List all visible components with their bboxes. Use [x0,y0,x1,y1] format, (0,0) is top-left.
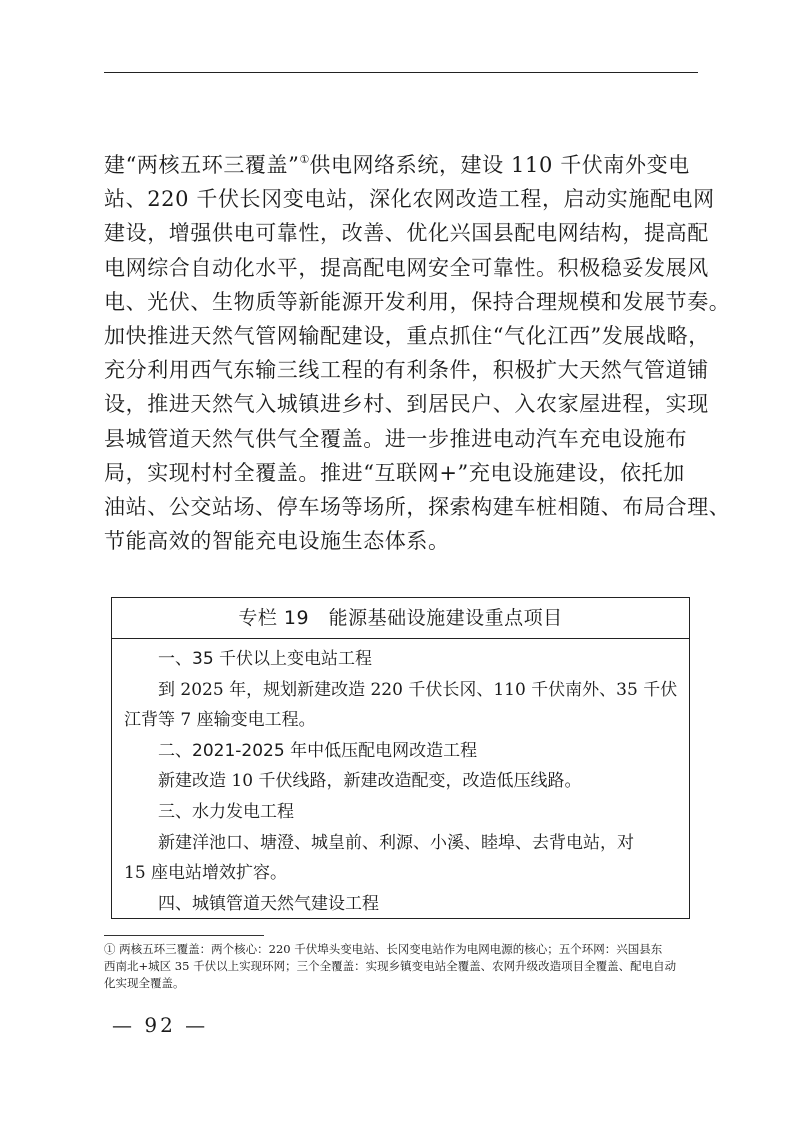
section-text: 江背等 7 座输变电工程。 [124,710,316,731]
footnote-line: ① 两核五环三覆盖：两个核心：220 千伏埠头变电站、长冈变电站作为电网电源的核心；五个环网：兴国县东 [104,942,663,956]
footnote [104,941,704,992]
section-text: 新建改造 10 千伏线路，新建改造配变，改造低压线路。 [158,771,582,792]
section-text: 15 座电站增效扩容。 [124,863,288,884]
project-column-box [111,597,690,919]
footnote-marker[interactable]: ① [299,153,310,166]
body-paragraph [104,143,731,558]
body-line: 县城管道天然气供气全覆盖。进一步推进电动汽车充电设施布 [104,426,688,451]
section-heading: 一、35 千伏以上变电站工程 [158,649,373,669]
body-line-text: 供电网络系统，建设 110 千伏南外变电 [309,153,690,177]
body-line: 局，实现村村全覆盖。推进“互联网+”充电设施建设，依托加 [104,460,685,485]
body-line: 电网综合自动化水平，提高配电网安全可靠性。积极稳妥发展风 [104,255,709,280]
section-heading: 四、城镇管道天然气建设工程 [158,893,379,914]
body-line: 站、220 千伏长冈变电站，深化农网改造工程，启动实施配电网 [104,187,715,212]
section-heading: 二、2021-2025 年中低压配电网改造工程 [158,740,478,761]
body-line-text: 建“两核五环三覆盖” [104,153,300,177]
box-body [112,639,689,919]
body-line: 加快推进天然气管网输配建设，重点抓住“气化江西”发展战略， [104,324,710,349]
section-text: 到 2025 年，规划新建改造 220 千伏长冈、110 千伏南外、35 千伏 [158,679,678,700]
box-title: 专栏 19 能源基础设施建设重点项目 [112,598,689,639]
header-rule [104,72,698,73]
footnote-line: 西南北+城区 35 千伏以上实现环网；三个全覆盖：实现乡镇变电站全覆盖、农网升级改造项目全覆盖、配电自动 [104,959,677,973]
body-line: 电、光伏、生物质等新能源开发利用，保持合理规模和发展节奏。 [104,289,731,314]
body-line: 设，推进天然气入城镇进乡村、到居民户、入农家屋进程，实现 [104,392,709,417]
body-line: 充分利用西气东输三线工程的有利条件，积极扩大天然气管道铺 [104,358,709,383]
page-number: — 92 — [112,1013,209,1037]
body-line: 建设，增强供电可靠性，改善、优化兴国县配电网结构，提高配 [104,221,709,246]
section-text: 新建洋池口、塘澄、城皇前、利源、小溪、睦埠、去背电站，对 [158,832,634,853]
section-heading: 三、水力发电工程 [158,801,294,822]
footnote-line: 化实现全覆盖。 [104,976,185,990]
body-line: 节能高效的智能充电设施生态体系。 [104,529,450,554]
body-line [104,143,704,182]
body-line: 油站、公交站场、停车场等场所，探索构建车桩相随、布局合理、 [104,495,731,520]
footnote-rule [104,935,264,936]
